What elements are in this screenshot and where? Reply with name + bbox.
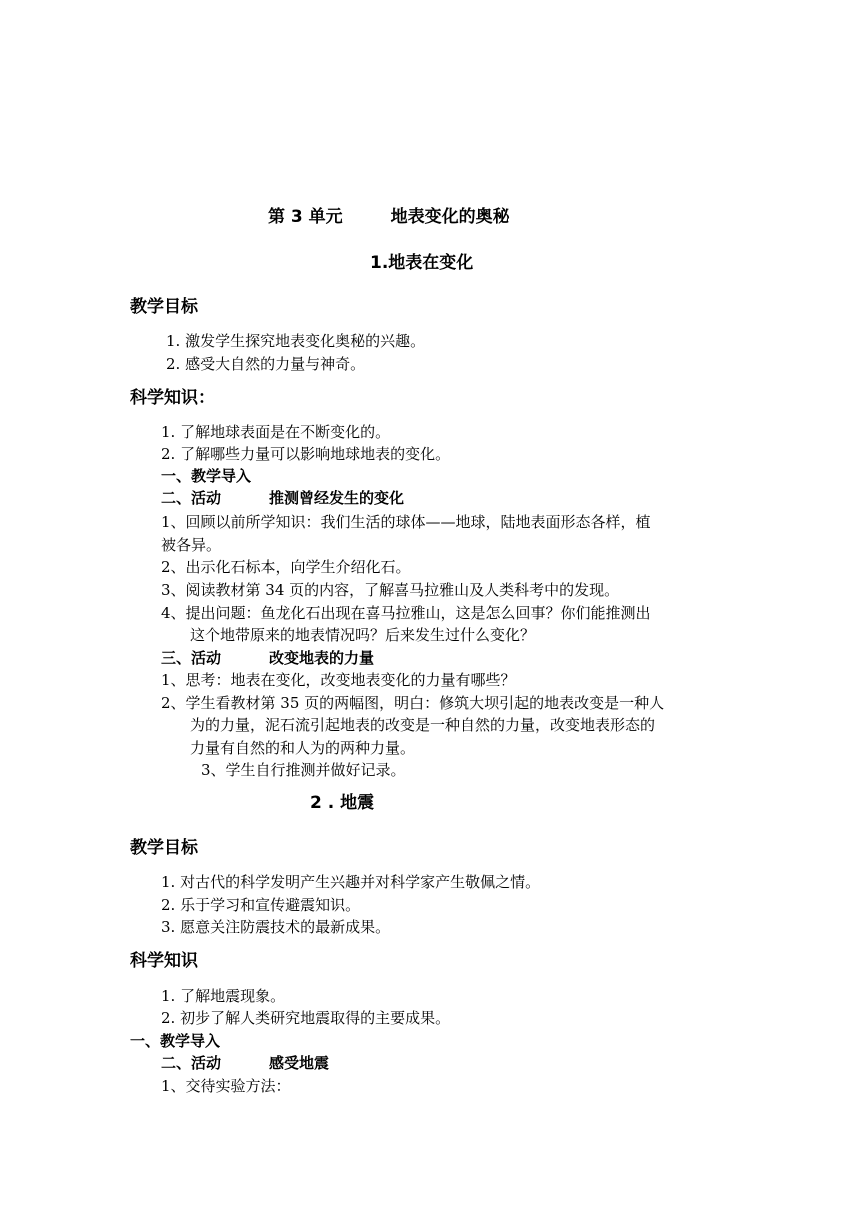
section-heading: 一、教学导入 [130, 1032, 221, 1050]
section-name: 改变地表的力量 [269, 649, 375, 667]
section-heading: 一、教学导入 [161, 467, 252, 485]
knowledge-heading: 科学知识 [130, 951, 198, 971]
paragraph-line: 2、学生看教材第 35 页的两幅图，明白：修筑大坝引起的地表改变是一种人 [161, 694, 665, 712]
unit-name: 地表变化的奥秘 [390, 207, 510, 227]
knowledge-item: 1. 了解地震现象。 [161, 987, 286, 1005]
section-label: 三、活动 [161, 649, 222, 667]
unit-number: 第 3 单元 [268, 207, 343, 227]
paragraph-line: 3、阅读教材第 34 页的内容，了解喜马拉雅山及人类科考中的发现。 [161, 581, 620, 599]
section-name: 推测曾经发生的变化 [269, 489, 405, 507]
section-name: 感受地震 [269, 1054, 330, 1072]
section-heading [161, 1053, 329, 1073]
unit-title [268, 207, 510, 227]
paragraph-line: 2、出示化石标本，向学生介绍化石。 [161, 558, 411, 576]
knowledge-item: 2. 了解哪些力量可以影响地球地表的变化。 [161, 445, 451, 463]
section-label: 二、活动 [161, 489, 222, 507]
knowledge-item: 1. 了解地球表面是在不断变化的。 [161, 423, 391, 441]
paragraph-line: 1、交待实验方法： [161, 1077, 291, 1095]
goals-heading: 教学目标 [130, 297, 198, 317]
goal-item: 2. 感受大自然的力量与神奇。 [166, 355, 366, 373]
knowledge-heading: 科学知识： [130, 388, 215, 408]
paragraph-line: 4、提出问题：鱼龙化石出现在喜马拉雅山，这是怎么回事？你们能推测出 [161, 604, 651, 622]
goal-item: 1. 激发学生探究地表变化奥秘的兴趣。 [166, 332, 426, 350]
paragraph-line: 1、思考：地表在变化，改变地表变化的力量有哪些？ [161, 671, 516, 689]
lesson-title: 2 . 地震 [310, 793, 375, 813]
knowledge-item: 2. 初步了解人类研究地震取得的主要成果。 [161, 1009, 451, 1027]
paragraph-line: 力量有自然的和人为的两种力量。 [190, 739, 416, 757]
section-label: 二、活动 [161, 1054, 222, 1072]
paragraph-line: 这个地带原来的地表情况吗？后来发生过什么变化？ [190, 626, 536, 644]
paragraph-line: 3、学生自行推测并做好记录。 [201, 761, 406, 779]
goal-item: 1. 对古代的科学发明产生兴趣并对科学家产生敬佩之情。 [161, 873, 541, 891]
paragraph-line: 为的力量，泥石流引起地表的改变是一种自然的力量，改变地表形态的 [190, 716, 656, 734]
lesson-title: 1.地表在变化 [370, 253, 474, 273]
goal-item: 2. 乐于学习和宣传避震知识。 [161, 896, 361, 914]
goals-heading: 教学目标 [130, 838, 198, 858]
section-heading [161, 648, 374, 668]
paragraph-line: 1、回顾以前所学知识：我们生活的球体——地球，陆地表面形态各样，植 [161, 513, 651, 531]
paragraph-line: 被各异。 [161, 536, 222, 554]
goal-item: 3. 愿意关注防震技术的最新成果。 [161, 918, 391, 936]
section-heading [161, 488, 404, 508]
